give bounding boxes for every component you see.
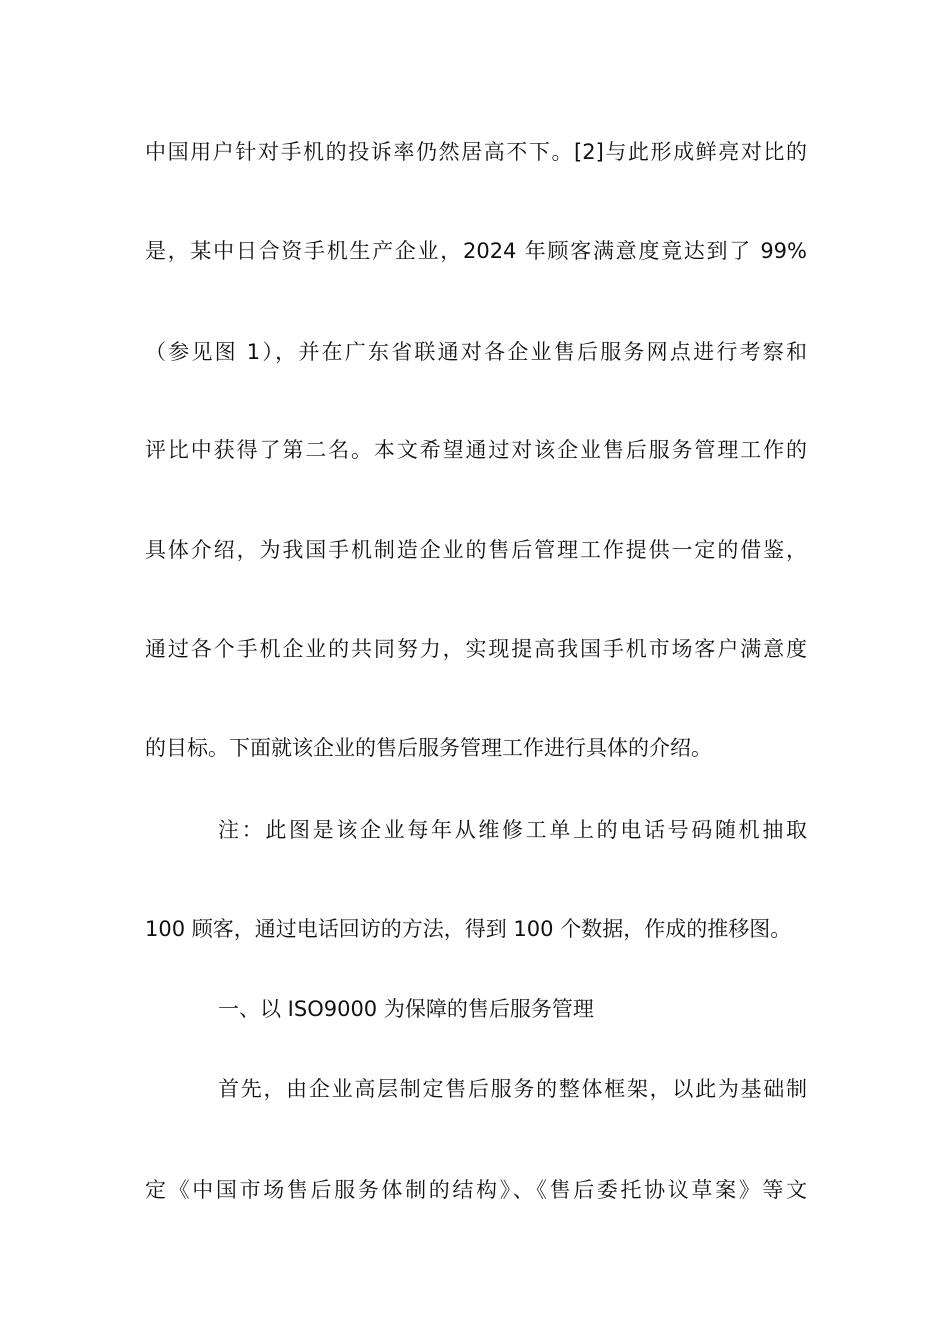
section-paragraph-line-1: 首先，由企业高层制定售后服务的整体框架，以此为基础制 bbox=[218, 1077, 807, 1101]
paragraph-line-5: 具体介绍，为我国手机制造企业的售后管理工作提供一定的借鉴， bbox=[145, 538, 807, 562]
paragraph-line-7: 的目标。下面就该企业的售后服务管理工作进行具体的介绍。 bbox=[145, 736, 712, 760]
paragraph-line-3: （参见图 1），并在广东省联通对各企业售后服务网点进行考察和 bbox=[145, 340, 807, 364]
section-paragraph-line-2: 定《中国市场售后服务体制的结构》、《售后委托协议草案》等文 bbox=[145, 1178, 807, 1202]
paragraph-line-1: 中国用户针对手机的投诉率仍然居高不下。[2]与此形成鲜亮对比的 bbox=[145, 140, 807, 164]
note-line-2: 100 顾客，通过电话回访的方法，得到 100 个数据，作成的推移图。 bbox=[145, 917, 792, 941]
section-heading: 一、以 ISO9000 为保障的售后服务管理 bbox=[218, 997, 594, 1021]
paragraph-line-2: 是，某中日合资手机生产企业，2024 年顾客满意度竟达到了 99% bbox=[145, 239, 807, 263]
note-line-1: 注：此图是该企业每年从维修工单上的电话号码随机抽取 bbox=[218, 818, 807, 842]
paragraph-line-6: 通过各个手机企业的共同努力，实现提高我国手机市场客户满意度 bbox=[145, 637, 807, 661]
paragraph-line-4: 评比中获得了第二名。本文希望通过对该企业售后服务管理工作的 bbox=[145, 438, 807, 462]
